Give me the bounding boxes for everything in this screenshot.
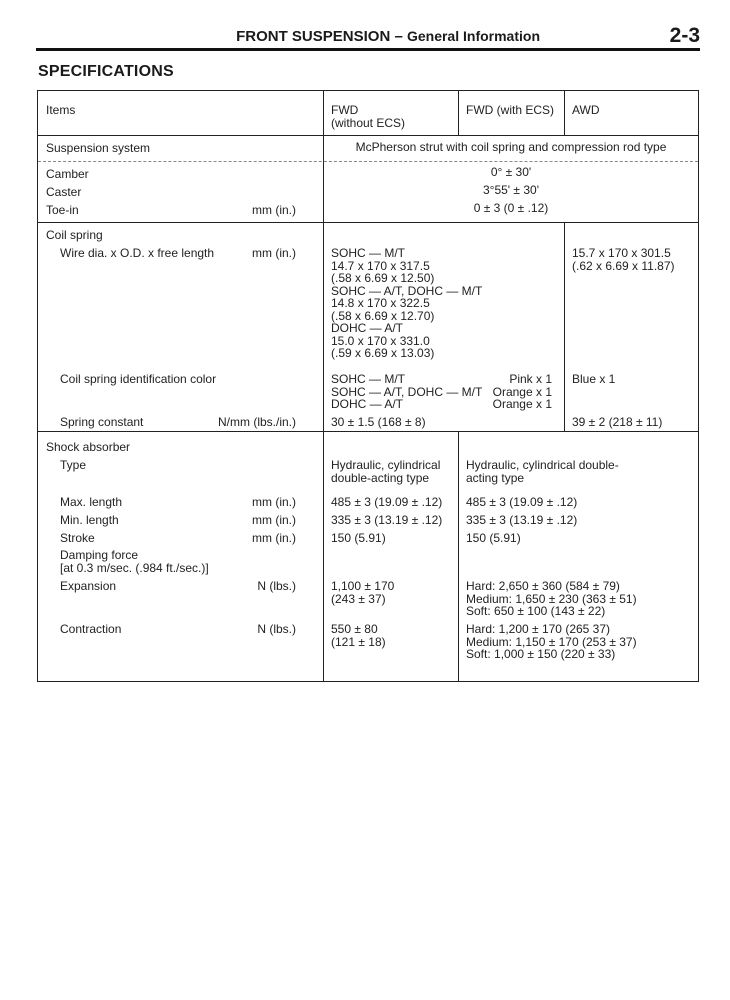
row-divider-coil (38, 431, 698, 432)
camber-label: Camber (46, 167, 89, 181)
contraction-label: Contraction (60, 622, 122, 636)
header-fwd: FWD (without ECS) (331, 103, 406, 130)
spring-constant-unit: N/mm (lbs./in.) (218, 415, 296, 429)
coil-spring-label: Coil spring (46, 228, 103, 242)
row-divider-header (38, 135, 698, 136)
max-length-unit: mm (in.) (252, 495, 296, 509)
damping-force-label: Damping force [at 0.3 m/sec. (.984 ft./sec.)] (60, 548, 209, 575)
toein-unit: mm (in.) (252, 203, 296, 217)
suspension-system-value: McPherson strut with coil spring and compression rod type (355, 140, 667, 154)
caster-label: Caster (46, 185, 82, 199)
id-color-fwd-variants: SOHC — M/T SOHC — A/T, DOHC — M/T DOHC — A/T (331, 372, 483, 411)
suspension-system-label: Suspension system (46, 141, 151, 155)
wire-dimension-fwd: SOHC — M/T 14.7 x 170 x 317.5 (.58 x 6.69 x 12.50) SOHC — A/T, DOHC — M/T 14.8 x 170 x 322.5 (.58 x 6.69 x 12.70) DOHC — A/T 15.0 x 170 x 331.0 (.59 x 6.69 x 13.03) (331, 246, 483, 360)
id-color-awd: Blue x 1 (572, 372, 616, 386)
stroke-ecs: 150 (5.91) (466, 531, 521, 545)
stroke-fwd: 150 (5.91) (331, 531, 386, 545)
stroke-label: Stroke (60, 531, 95, 545)
spring-constant-awd: 39 ± 2 (218 ± 11) (572, 415, 663, 429)
shock-type-label: Type (60, 458, 87, 472)
page-number: 2-3 (669, 24, 700, 47)
min-length-label: Min. length (60, 513, 119, 527)
max-length-ecs: 485 ± 3 (19.09 ± .12) (466, 495, 578, 509)
contraction-fwd: 550 ± 80 (121 ± 18) (331, 622, 386, 649)
spring-constant-label: Spring constant (60, 415, 144, 429)
min-length-ecs: 335 ± 3 (13.19 ± .12) (466, 513, 578, 527)
row-divider-alignment (38, 222, 698, 223)
contraction-unit: N (lbs.) (257, 622, 296, 636)
wire-dimension-unit: mm (in.) (252, 246, 296, 260)
stroke-unit: mm (in.) (252, 531, 296, 545)
header-awd: AWD (572, 103, 600, 117)
header-items: Items (46, 103, 76, 117)
column-divider-awd (564, 222, 565, 431)
column-divider-ecs-header (564, 91, 565, 135)
header-rule (36, 48, 700, 51)
expansion-ecs: Hard: 2,650 ± 360 (584 ± 79) Medium: 1,650 ± 230 (363 ± 51) Soft: 650 ± 100 (143 ± 22) (466, 579, 637, 618)
camber-value: 0° ± 30' (490, 165, 532, 179)
caster-value: 3°55' ± 30' (482, 183, 539, 197)
page-title (236, 28, 540, 45)
section-title: SPECIFICATIONS (38, 63, 174, 80)
specifications-table (37, 90, 699, 682)
contraction-ecs: Hard: 1,200 ± 170 (265 37) Medium: 1,150 ± 170 (253 ± 37) Soft: 1,000 ± 150 (220 ± 33) (466, 622, 637, 661)
max-length-fwd: 485 ± 3 (19.09 ± .12) (331, 495, 443, 509)
shock-absorber-label: Shock absorber (46, 440, 131, 454)
toein-label: Toe-in (46, 203, 79, 217)
row-divider-suspension (38, 161, 698, 162)
column-divider-ecs (458, 431, 459, 681)
wire-dimension-label: Wire dia. x O.D. x free length (60, 246, 215, 260)
expansion-fwd: 1,100 ± 170 (243 ± 37) (331, 579, 395, 606)
shock-type-ecs: Hydraulic, cylindrical double- acting type (466, 458, 619, 485)
expansion-label: Expansion (60, 579, 117, 593)
max-length-label: Max. length (60, 495, 123, 509)
page-title-main: FRONT SUSPENSION – (236, 28, 403, 45)
toein-value: 0 ± 3 (0 ± .12) (473, 201, 549, 215)
header-fwd-ecs: FWD (with ECS) (466, 103, 554, 117)
id-color-label: Coil spring identification color (60, 372, 217, 386)
wire-dimension-awd: 15.7 x 170 x 301.5 (.62 x 6.69 x 11.87) (572, 246, 675, 273)
column-divider-fwd-header (458, 91, 459, 135)
id-color-fwd-colors: Pink x 1 Orange x 1 Orange x 1 (492, 372, 552, 411)
page-title-sub: General Information (406, 28, 540, 44)
shock-type-fwd: Hydraulic, cylindrical double-acting type (331, 458, 441, 485)
spring-constant-fwd: 30 ± 1.5 (168 ± 8) (331, 415, 426, 429)
expansion-unit: N (lbs.) (257, 579, 296, 593)
min-length-unit: mm (in.) (252, 513, 296, 527)
min-length-fwd: 335 ± 3 (13.19 ± .12) (331, 513, 443, 527)
